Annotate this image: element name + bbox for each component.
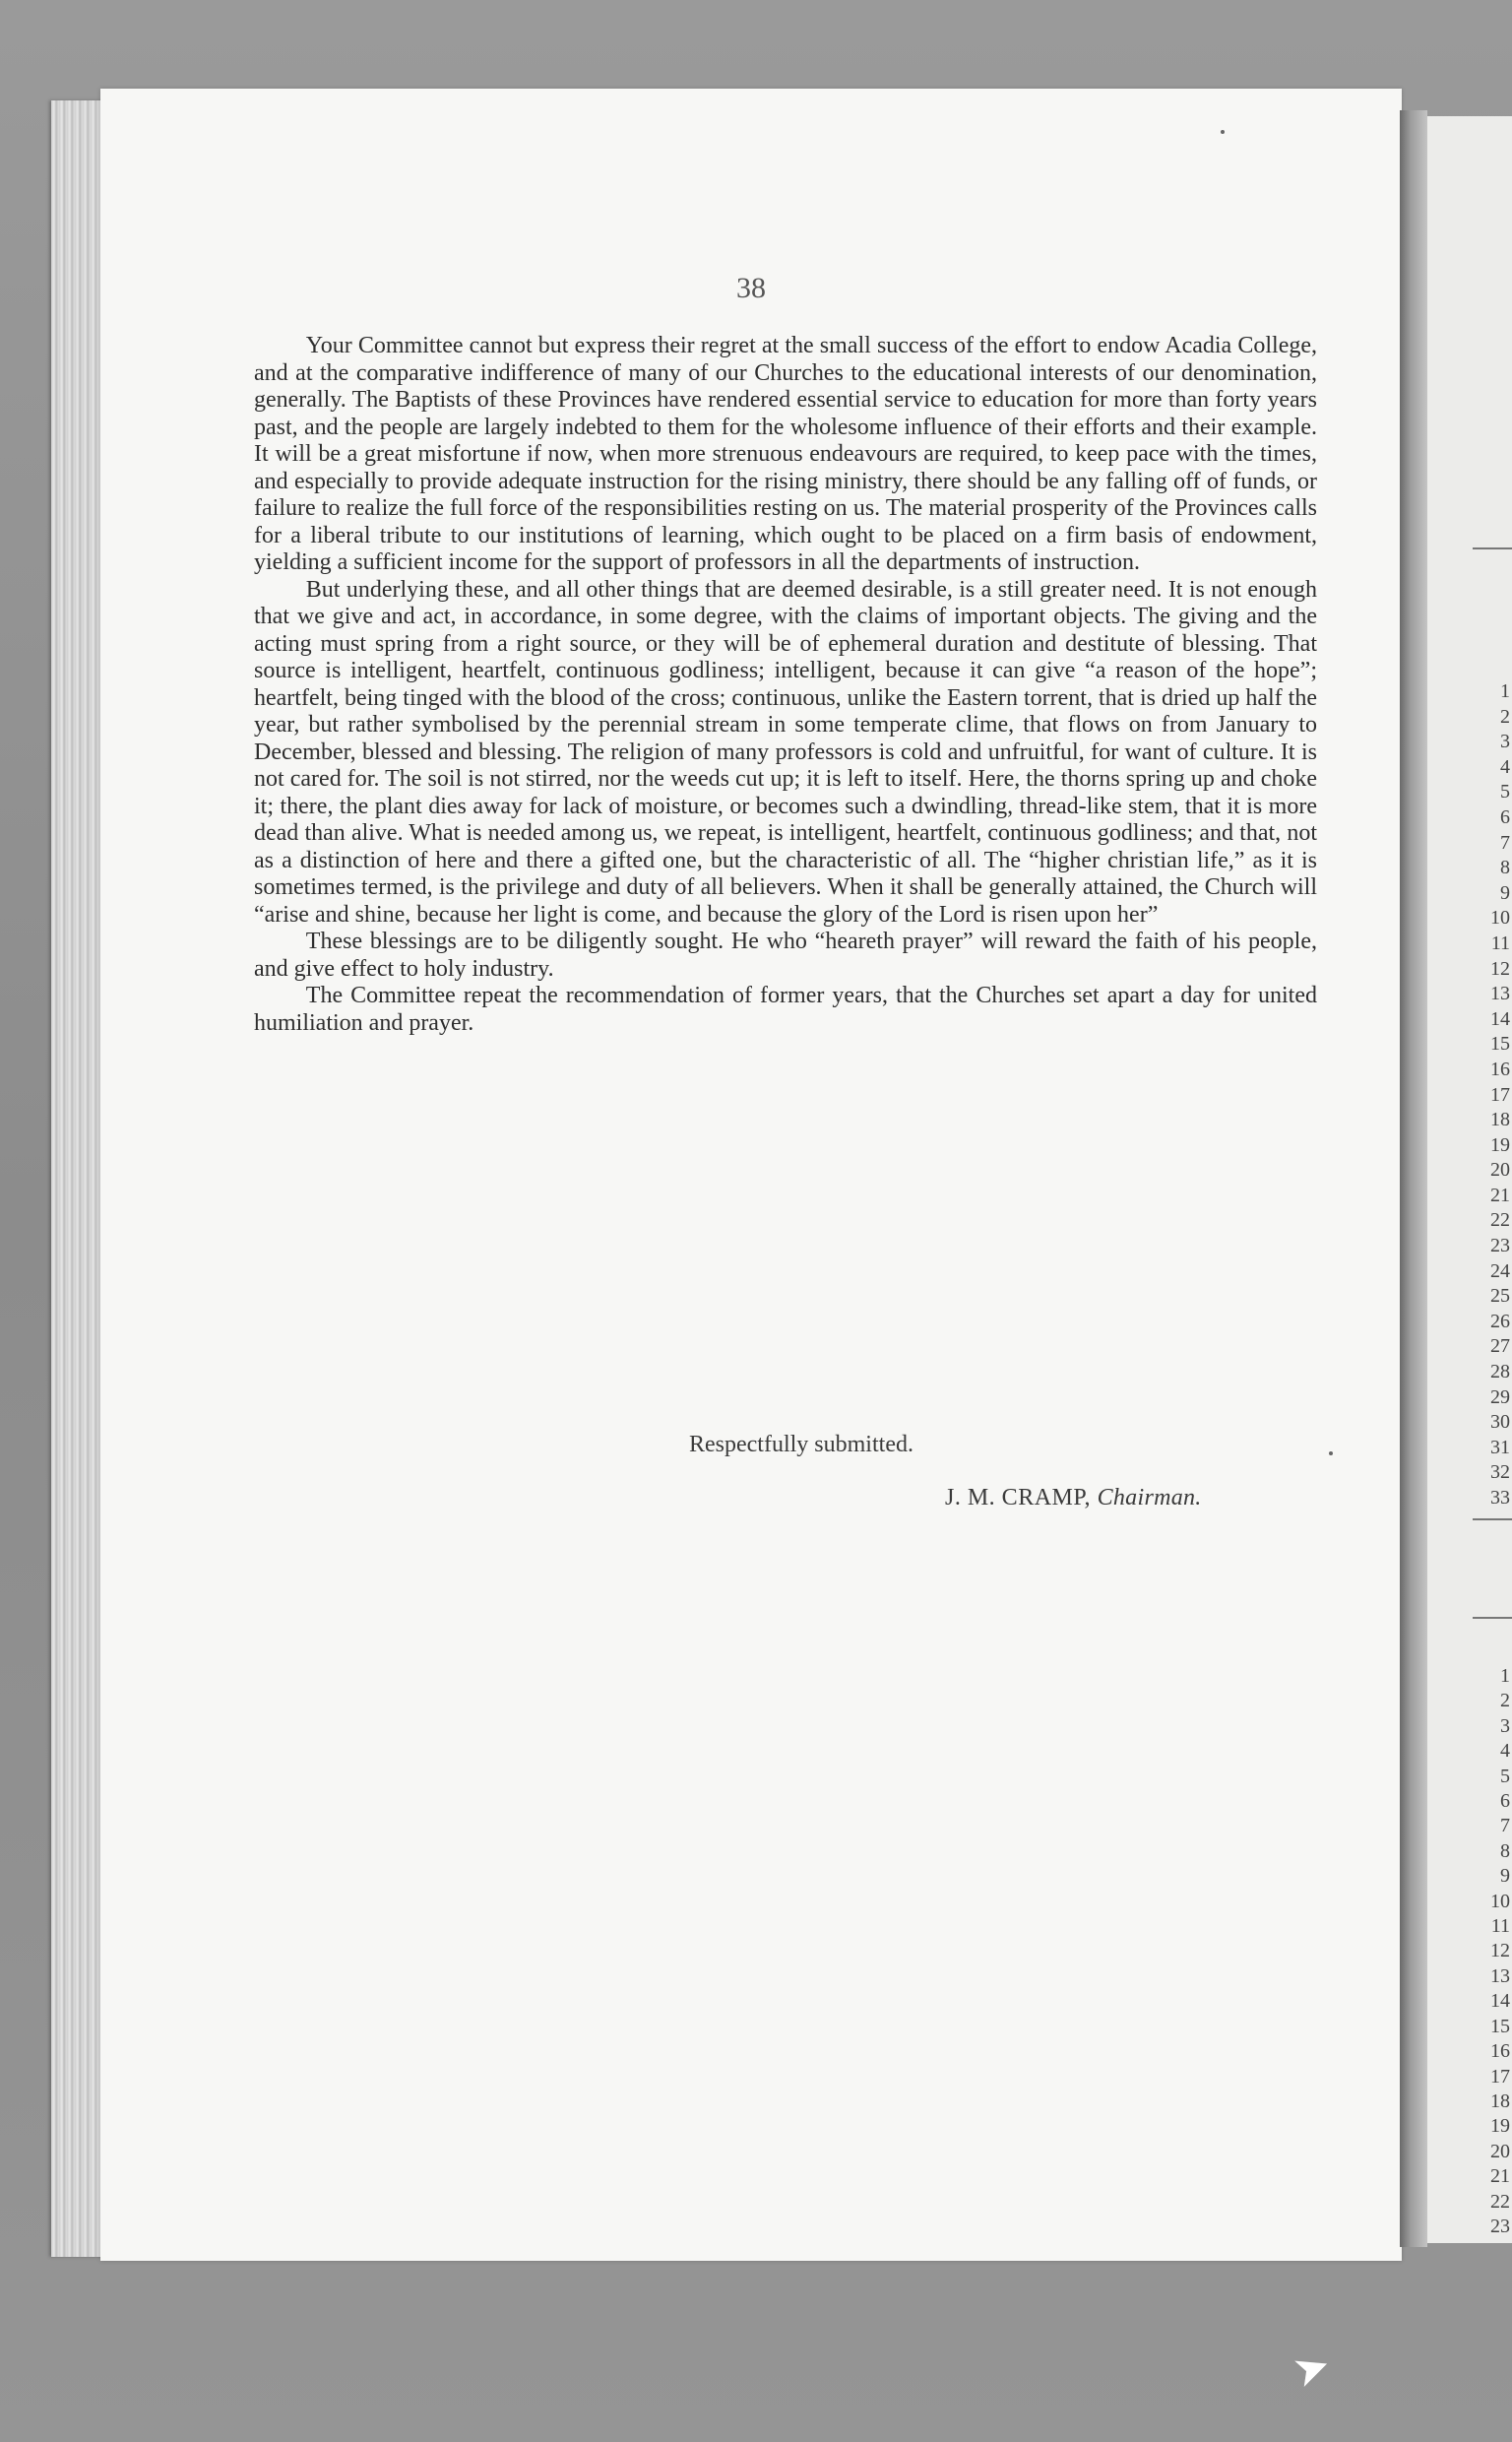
line-number: 21	[1490, 2165, 1510, 2188]
line-number: 24	[1490, 1259, 1510, 1282]
line-number: 17	[1490, 1083, 1510, 1106]
line-number: 11	[1490, 932, 1510, 954]
line-number: 3	[1500, 1714, 1510, 1737]
line-number: 12	[1490, 1940, 1510, 1962]
adjacent-page	[1427, 116, 1512, 2243]
rule-mark	[1473, 1518, 1512, 1520]
line-number: 13	[1490, 983, 1510, 1005]
line-number: 22	[1490, 2190, 1510, 2213]
line-number: 10	[1490, 907, 1510, 930]
line-number: 2	[1500, 705, 1510, 728]
line-number: 10	[1490, 1890, 1510, 1912]
line-number: 23	[1490, 1235, 1510, 1257]
signature-title: Chairman.	[1097, 1485, 1202, 1510]
line-number: 3	[1500, 731, 1510, 753]
page-number: 38	[736, 272, 766, 304]
rule-mark	[1473, 547, 1512, 549]
line-number: 4	[1500, 1740, 1510, 1763]
line-number: 2	[1500, 1690, 1510, 1712]
paragraph: Your Committee cannot but express their regret at the small success of the effort to endow Acadia College, and at the comparative indifference of many of our Churches to the educational interests of our denomination, generally. The Baptists of these Provinces have rendered essential service to education for more than forty years past, and the people are largely indebted to them for the wholesome influence of their efforts and their example. It will be a great misfortune if now, when more strenuous endeavours are required, to keep pace with the times, and especially to provide adequate instruction for the rising ministry, there should be any falling off of funds, or failure to realize the full force of the responsibilities resting on us. The material prosperity of the Provinces calls for a liberal tribute to our institutions of learning, which ought to be placed on a firm basis of endowment, yielding a sufficient income for the support of professors in all the departments of instruction.	[254, 333, 1317, 575]
line-number: 20	[1490, 1159, 1510, 1182]
line-number: 6	[1500, 805, 1510, 828]
speck-mark	[1221, 130, 1225, 134]
line-number: 20	[1490, 2140, 1510, 2162]
line-number: 16	[1490, 2040, 1510, 2063]
line-number: 18	[1490, 2089, 1510, 2112]
paragraph: But underlying these, and all other things that are deemed desirable, is a still greater need. It is not enough that we give and act, in accordance, in some degree, with the claims of important objects. The giving and the acting must spring from a right source, or they will be of ephemeral duration and destitute of blessing. That source is intelligent, heartfelt, continuous godliness; intelligent, because it can give “a reason of the hope”; heartfelt, being tinged with the blood of the cross; continuous, unlike the Eastern torrent, that is dried up half the year, but rather symbolised by the perennial stream in some temperate clime, that flows on from January to December, blessed and blessing. The religion of many professors is cold and unfruitful, for want of culture. It is not cared for. The soil is not stirred, nor the weeds cut up; it is left to itself. Here, the thorns spring up and choke it; there, the plant dies away for lack of moisture, or becomes such a dwindling, thread-like stem, that it is more dead than alive. What is needed among us, we repeat, is intelligent, heartfelt, continuous godliness; and that, not as a distinction of here and there a gifted one, but the characteristic of all. The “higher christian life,” as it is sometimes termed, is the privilege and duty of all believers. When it shall be generally attained, the Church will “arise and shine, because her light is come, and because the glory of the Lord is risen upon her”	[254, 576, 1317, 928]
signature-name: J. M. CRAMP,	[945, 1485, 1092, 1510]
line-number: 11	[1490, 1915, 1510, 1938]
line-number: 9	[1500, 1865, 1510, 1888]
paragraph: These blessings are to be diligently sought. He who “heareth prayer” will reward the faith of his people, and give effect to holy industry.	[254, 929, 1317, 982]
book-gutter	[1400, 110, 1427, 2247]
line-numbers-bottom	[1469, 1664, 1512, 2239]
rule-mark	[1473, 1617, 1512, 1619]
line-number: 17	[1490, 2065, 1510, 2088]
line-number: 28	[1490, 1361, 1510, 1383]
line-number: 5	[1500, 781, 1510, 803]
line-numbers-top	[1469, 679, 1512, 1511]
paragraph: The Committee repeat the recommendation of former years, that the Churches set apart a day for united humiliation and prayer.	[254, 983, 1317, 1036]
line-number: 9	[1500, 881, 1510, 904]
line-number: 26	[1490, 1310, 1510, 1332]
line-number: 1	[1500, 1665, 1510, 1687]
line-number: 18	[1490, 1109, 1510, 1131]
closing-line: Respectfully submitted.	[689, 1432, 914, 1457]
line-number: 30	[1490, 1411, 1510, 1434]
line-number: 7	[1500, 831, 1510, 854]
line-number: 16	[1490, 1058, 1510, 1080]
line-number: 22	[1490, 1209, 1510, 1232]
line-number: 15	[1490, 2015, 1510, 2037]
line-number: 14	[1490, 1007, 1510, 1030]
line-number: 19	[1490, 2115, 1510, 2138]
line-number: 4	[1500, 755, 1510, 778]
line-number: 8	[1500, 1839, 1510, 1862]
line-number: 29	[1490, 1385, 1510, 1408]
line-number: 5	[1500, 1765, 1510, 1787]
page-stack-edge	[51, 100, 106, 2257]
line-number: 27	[1490, 1335, 1510, 1358]
line-number: 8	[1500, 857, 1510, 879]
line-number: 7	[1500, 1815, 1510, 1837]
line-number: 33	[1490, 1487, 1510, 1509]
line-number: 13	[1490, 1964, 1510, 1987]
line-number: 15	[1490, 1033, 1510, 1056]
line-number: 31	[1490, 1436, 1510, 1458]
line-number: 19	[1490, 1133, 1510, 1156]
line-number: 1	[1500, 680, 1510, 702]
line-number: 23	[1490, 2215, 1510, 2237]
line-number: 14	[1490, 1990, 1510, 2013]
pen-mark-icon: ➤	[1286, 2340, 1338, 2398]
line-number: 25	[1490, 1285, 1510, 1308]
speck-mark	[1329, 1451, 1333, 1455]
line-number: 6	[1500, 1790, 1510, 1813]
line-number: 12	[1490, 957, 1510, 980]
signature	[945, 1485, 1202, 1511]
line-number: 32	[1490, 1461, 1510, 1484]
line-number: 21	[1490, 1184, 1510, 1206]
body-text	[254, 333, 1317, 1037]
